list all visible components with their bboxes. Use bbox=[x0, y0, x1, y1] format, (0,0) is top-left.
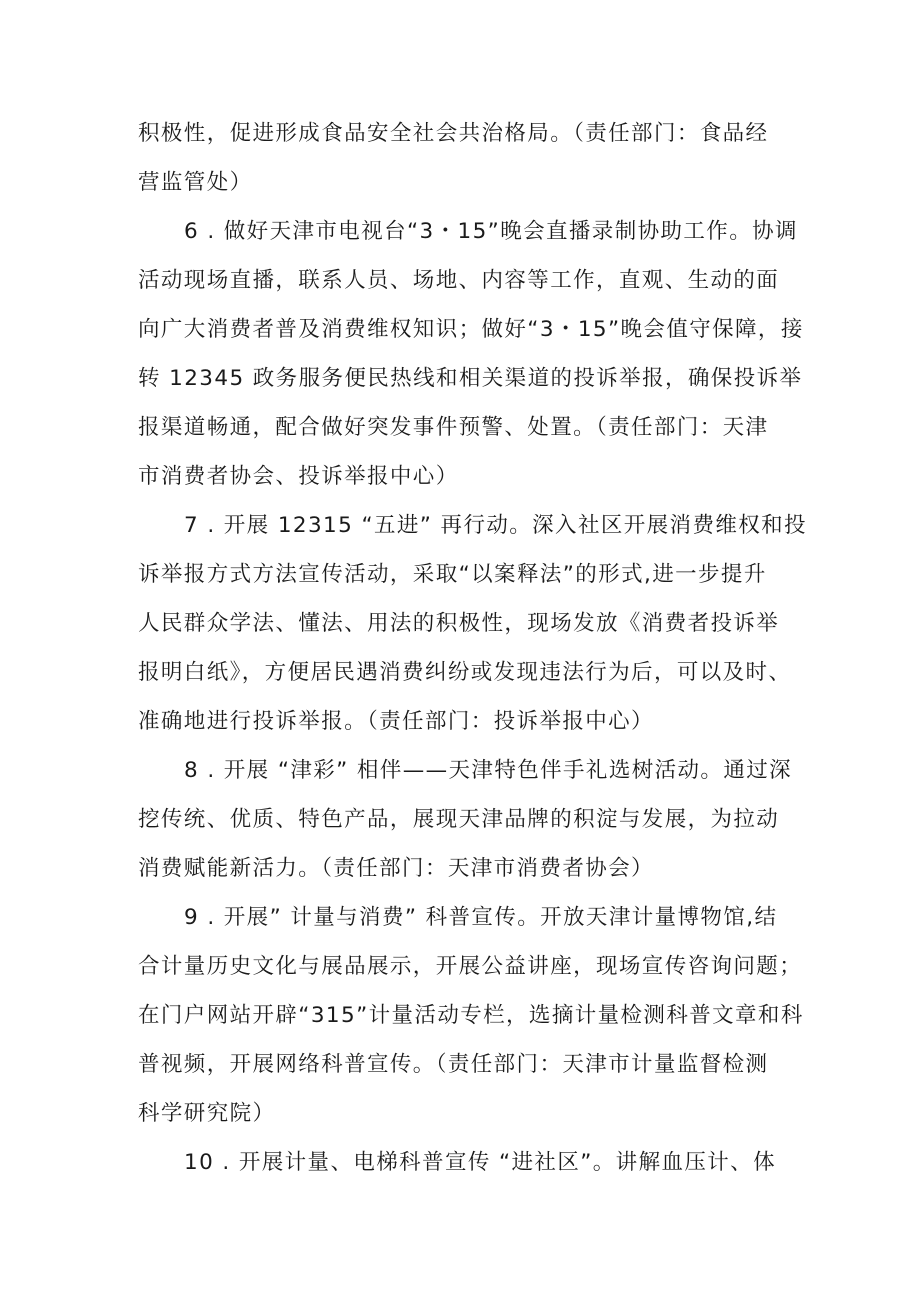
paragraph-item-8 bbox=[138, 746, 798, 893]
text-line: 在门户网站开辟“315”计量活动专栏，选摘计量检测科普文章和科 bbox=[138, 1003, 804, 1028]
text-line: 准确地进行投诉举报。（责任部门：投诉举报中心） bbox=[138, 709, 654, 734]
text-line: 报明白纸》，方便居民遇消费纠纷或发现违法行为后，可以及时、 bbox=[138, 660, 792, 685]
document-body bbox=[138, 109, 807, 1187]
text-line: 普视频，开展网络科普宣传。（责任部门：天津市计量监督检测 bbox=[138, 1052, 769, 1077]
text-line-first: 8 . 开展 “津彩” 相伴——天津特色伴手礼选树活动。通过深 bbox=[184, 758, 793, 783]
text-line: 活动现场直播，联系人员、场地、内容等工作，直观、生动的面 bbox=[138, 268, 780, 293]
text-line: 积极性，促进形成食品安全社会共治格局。（责任部门：食品经 bbox=[138, 121, 769, 146]
paragraph-item-6 bbox=[138, 207, 804, 501]
text-line: 报渠道畅通，配合做好突发事件预警、处置。（责任部门：天津 bbox=[138, 415, 769, 440]
text-line: 合计量历史文化与展品展示，开展公益讲座，现场宣传咨询问题； bbox=[138, 954, 803, 979]
paragraph-tail-5 bbox=[138, 109, 798, 207]
text-line: 挖传统、优质、特色产品，展现天津品牌的积淀与发展，为拉动 bbox=[138, 807, 780, 832]
text-line-first: 7 . 开展 12315 “五进” 再行动。深入社区开展消费维权和投 bbox=[184, 513, 807, 538]
text-line: 人民群众学法、懂法、用法的积极性，现场发放《消费者投诉举 bbox=[138, 611, 780, 636]
text-line: 向广大消费者普及消费维权知识；做好“3・15”晚会值守保障，接 bbox=[138, 317, 804, 342]
text-line: 诉举报方式方法宣传活动，采取“以案释法”的形式,进一步提升 bbox=[138, 562, 767, 587]
text-line-first: 9 . 开展” 计量与消费” 科普宣传。开放天津计量博物馆,结 bbox=[184, 905, 778, 930]
paragraph-item-7 bbox=[138, 501, 807, 746]
text-line: 转 12345 政务服务便民热线和相关渠道的投诉举报，确保投诉举 bbox=[138, 366, 803, 391]
paragraph-item-9 bbox=[138, 893, 804, 1138]
text-line: 市消费者协会、投诉举报中心） bbox=[138, 464, 459, 489]
text-line: 营监管处） bbox=[138, 170, 253, 195]
text-line: 消费赋能新活力。（责任部门：天津市消费者协会） bbox=[138, 856, 654, 881]
paragraph-item-10 bbox=[138, 1138, 798, 1187]
text-line-first: 10 . 开展计量、电梯科普宣传 “进社区”。讲解血压计、体 bbox=[184, 1150, 776, 1175]
text-line: 科学研究院） bbox=[138, 1101, 276, 1126]
text-line-first: 6 . 做好天津市电视台“3・15”晚会直播录制协助工作。协调 bbox=[184, 219, 798, 244]
